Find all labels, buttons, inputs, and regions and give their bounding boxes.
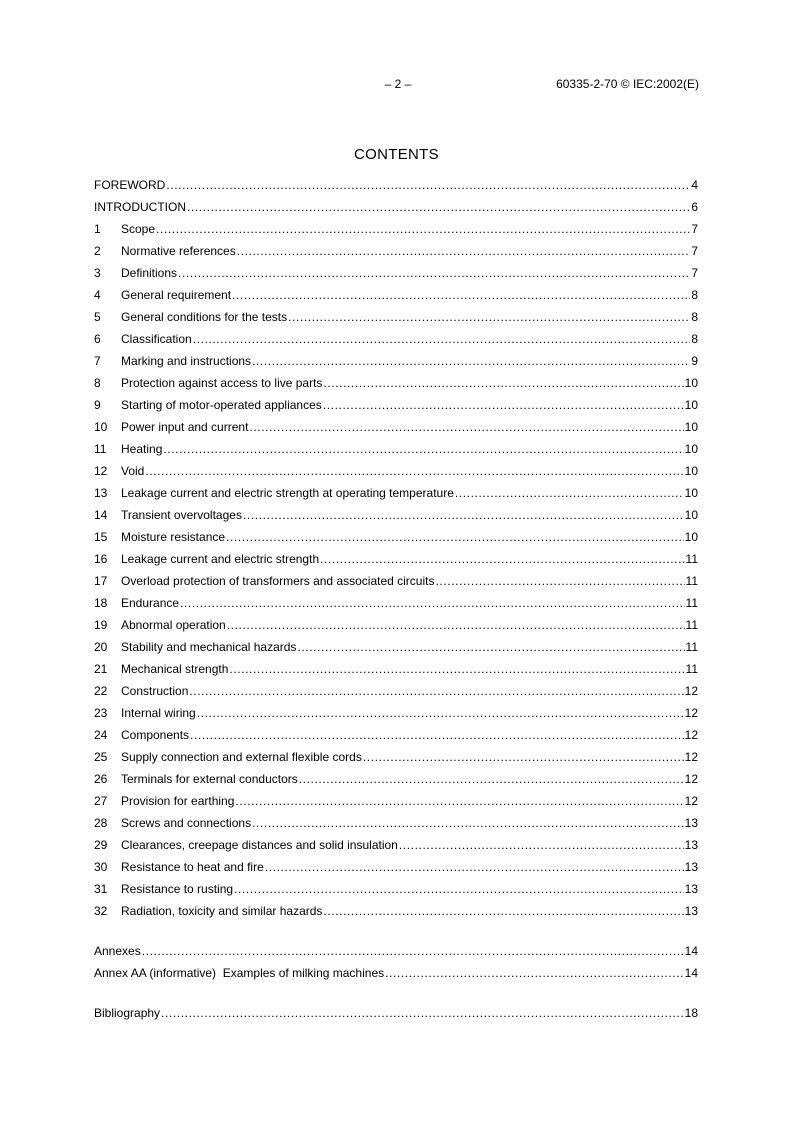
- toc-entry-page: 7: [691, 222, 698, 236]
- toc-entry-number: 18: [94, 596, 108, 610]
- toc-entry-number: 32: [94, 904, 108, 918]
- toc-entry[interactable]: [94, 680, 698, 702]
- toc-entry-page: 11: [685, 552, 698, 566]
- toc-entry[interactable]: [94, 878, 698, 900]
- toc-entry-page: 10: [684, 398, 698, 412]
- toc-entry[interactable]: [94, 372, 698, 394]
- toc-entry-title: Stability and mechanical hazards: [121, 640, 297, 654]
- toc-entry-title: Screws and connections: [121, 816, 252, 830]
- toc-entry-title: Clearances, creepage distances and solid insulation: [121, 838, 398, 852]
- toc-entry-title: Definitions: [121, 266, 178, 280]
- toc-entry[interactable]: [94, 1002, 698, 1024]
- toc-entry[interactable]: [94, 940, 698, 962]
- toc-entry-number: 22: [94, 684, 108, 698]
- toc-entry-title: Overload protection of transformers and associated circuits: [121, 574, 435, 588]
- toc-entry[interactable]: [94, 460, 698, 482]
- toc-entry-page: 7: [691, 244, 698, 258]
- toc-entry-number: 23: [94, 706, 108, 720]
- toc-entry-page: 13: [684, 860, 698, 874]
- document-reference: 60335-2-70 © IEC:2002(E): [556, 77, 699, 91]
- toc-dot-leader: [197, 702, 684, 724]
- toc-entry[interactable]: [94, 394, 698, 416]
- toc-entry-page: 4: [691, 178, 698, 192]
- toc-entry[interactable]: [94, 240, 698, 262]
- toc-entry-title: Resistance to rusting: [121, 882, 234, 896]
- toc-dot-leader: [163, 438, 683, 460]
- toc-entry-page: 13: [684, 882, 698, 896]
- toc-entry[interactable]: [94, 262, 698, 284]
- table-of-contents: [94, 174, 698, 1024]
- toc-entry-title: Mechanical strength: [121, 662, 229, 676]
- toc-dot-leader: [385, 962, 684, 984]
- toc-entry-number: 7: [94, 354, 101, 368]
- toc-entry-number: 25: [94, 750, 108, 764]
- contents-title: CONTENTS: [354, 146, 439, 163]
- toc-dot-leader: [178, 262, 690, 284]
- toc-entry-page: 11: [685, 596, 698, 610]
- toc-entry-title: Scope: [121, 222, 156, 236]
- toc-entry-number: 6: [94, 332, 101, 346]
- toc-dot-leader: [161, 1002, 684, 1024]
- toc-dot-leader: [193, 328, 691, 350]
- toc-entry-page: 6: [691, 200, 698, 214]
- toc-entry-number: 13: [94, 486, 108, 500]
- toc-dot-leader: [232, 284, 690, 306]
- toc-entry-title: Heating: [121, 442, 163, 456]
- toc-entry[interactable]: [94, 636, 698, 658]
- toc-entry-page: 18: [684, 1006, 698, 1020]
- toc-entry-number: 2: [94, 244, 101, 258]
- toc-entry-title: Endurance: [121, 596, 180, 610]
- toc-entry-number: 3: [94, 266, 101, 280]
- toc-entry[interactable]: [94, 962, 698, 984]
- toc-entry-page: 8: [691, 288, 698, 302]
- toc-entry-page: 10: [684, 486, 698, 500]
- toc-entry[interactable]: [94, 570, 698, 592]
- toc-dot-leader: [145, 460, 683, 482]
- toc-entry-page: 11: [685, 640, 698, 654]
- toc-entry-title: General requirement: [121, 288, 232, 302]
- toc-entry-page: 11: [685, 618, 698, 632]
- toc-entry-title: Transient overvoltages: [121, 508, 242, 522]
- toc-entry-page: 13: [684, 838, 698, 852]
- toc-entry-page: 10: [684, 464, 698, 478]
- toc-entry[interactable]: [94, 900, 698, 922]
- toc-entry-title: Leakage current and electric strength at operating temperature: [121, 486, 454, 500]
- toc-dot-leader: [142, 940, 684, 962]
- toc-dot-leader: [226, 526, 684, 548]
- toc-dot-leader: [323, 372, 683, 394]
- toc-entry-title: Annex AA (informative) Examples of milking machines: [94, 966, 385, 980]
- toc-entry-page: 13: [684, 816, 698, 830]
- toc-entry[interactable]: [94, 174, 698, 196]
- toc-dot-leader: [363, 746, 684, 768]
- toc-entry-page: 12: [684, 728, 698, 742]
- toc-entry-title: Annexes: [94, 944, 141, 958]
- toc-entry[interactable]: [94, 614, 698, 636]
- toc-entry-page: 10: [684, 530, 698, 544]
- toc-entry-title: Starting of motor-operated appliances: [121, 398, 322, 412]
- toc-entry-title: INTRODUCTION: [94, 200, 186, 214]
- toc-entry[interactable]: [94, 328, 698, 350]
- toc-entry-number: 19: [94, 618, 108, 632]
- toc-entry-number: 24: [94, 728, 108, 742]
- toc-dot-leader: [299, 768, 684, 790]
- toc-dot-leader: [190, 724, 684, 746]
- toc-entry-title: Terminals for external conductors: [121, 772, 298, 786]
- toc-entry-title: Leakage current and electric strength: [121, 552, 320, 566]
- toc-entry-number: 31: [94, 882, 108, 896]
- toc-entry[interactable]: [94, 504, 698, 526]
- toc-entry-title: Construction: [121, 684, 189, 698]
- toc-dot-leader: [249, 416, 683, 438]
- toc-entry-title: Supply connection and external flexible cords: [121, 750, 362, 764]
- toc-entry-page: 12: [684, 772, 698, 786]
- toc-entry-page: 9: [691, 354, 698, 368]
- toc-entry-title: Classification: [121, 332, 192, 346]
- toc-dot-leader: [320, 548, 684, 570]
- toc-entry-page: 13: [684, 904, 698, 918]
- toc-entry-number: 28: [94, 816, 108, 830]
- toc-dot-leader: [189, 680, 683, 702]
- toc-entry-number: 30: [94, 860, 108, 874]
- toc-entry-title: Components: [121, 728, 190, 742]
- page-number: – 2 –: [384, 77, 412, 91]
- toc-dot-leader: [243, 504, 684, 526]
- toc-entry-title: Normative references: [121, 244, 236, 258]
- toc-entry-number: 16: [94, 552, 108, 566]
- toc-entry-number: 15: [94, 530, 108, 544]
- toc-entry[interactable]: [94, 768, 698, 790]
- toc-entry-number: 20: [94, 640, 108, 654]
- toc-entry-title: Radiation, toxicity and similar hazards: [121, 904, 323, 918]
- toc-entry-number: 27: [94, 794, 108, 808]
- toc-entry[interactable]: [94, 548, 698, 570]
- toc-entry-page: 10: [684, 442, 698, 456]
- toc-entry-page: 12: [684, 794, 698, 808]
- toc-entry[interactable]: [94, 746, 698, 768]
- toc-dot-leader: [180, 592, 684, 614]
- toc-entry-number: 29: [94, 838, 108, 852]
- toc-entry-title: Resistance to heat and fire: [121, 860, 264, 874]
- toc-dot-leader: [227, 614, 685, 636]
- toc-entry-page: 12: [684, 706, 698, 720]
- toc-dot-leader: [166, 174, 690, 196]
- toc-entry[interactable]: [94, 482, 698, 504]
- toc-dot-leader: [229, 658, 684, 680]
- toc-entry[interactable]: [94, 790, 698, 812]
- toc-entry-number: 5: [94, 310, 101, 324]
- toc-dot-leader: [187, 196, 690, 218]
- toc-entry[interactable]: [94, 284, 698, 306]
- toc-dot-leader: [323, 394, 684, 416]
- toc-entry[interactable]: [94, 526, 698, 548]
- toc-entry-number: 1: [94, 222, 101, 236]
- toc-entry-number: 21: [94, 662, 108, 676]
- toc-entry[interactable]: [94, 702, 698, 724]
- toc-entry-page: 12: [684, 684, 698, 698]
- toc-entry-page: 8: [691, 332, 698, 346]
- toc-entry-page: 11: [685, 574, 698, 588]
- toc-entry-page: 14: [684, 944, 698, 958]
- toc-entry-page: 8: [691, 310, 698, 324]
- toc-entry-number: 9: [94, 398, 101, 412]
- toc-dot-leader: [237, 240, 691, 262]
- toc-entry[interactable]: [94, 196, 698, 218]
- toc-entry-number: 17: [94, 574, 108, 588]
- toc-entry-page: 10: [684, 420, 698, 434]
- toc-entry[interactable]: [94, 812, 698, 834]
- toc-entry-page: 11: [685, 662, 698, 676]
- toc-entry-page: 10: [684, 376, 698, 390]
- toc-dot-leader: [435, 570, 684, 592]
- toc-entry[interactable]: [94, 350, 698, 372]
- toc-entry-title: Moisture resistance: [121, 530, 226, 544]
- toc-entry-number: 8: [94, 376, 101, 390]
- toc-entry-title: Bibliography: [94, 1006, 161, 1020]
- toc-entry-number: 26: [94, 772, 108, 786]
- toc-dot-leader: [234, 878, 684, 900]
- toc-entry-title: Power input and current: [121, 420, 249, 434]
- toc-entry-number: 10: [94, 420, 108, 434]
- toc-entry-title: Provision for earthing: [121, 794, 235, 808]
- toc-entry-title: Void: [121, 464, 145, 478]
- toc-entry[interactable]: [94, 592, 698, 614]
- toc-entry-title: Marking and instructions: [121, 354, 252, 368]
- toc-dot-leader: [156, 218, 690, 240]
- toc-entry[interactable]: [94, 306, 698, 328]
- toc-dot-leader: [265, 856, 684, 878]
- toc-entry[interactable]: [94, 856, 698, 878]
- toc-entry-number: 4: [94, 288, 101, 302]
- toc-dot-leader: [252, 812, 684, 834]
- toc-entry-page: 7: [691, 266, 698, 280]
- toc-entry[interactable]: [94, 834, 698, 856]
- toc-entry-page: 12: [684, 750, 698, 764]
- toc-entry[interactable]: [94, 658, 698, 680]
- toc-dot-leader: [399, 834, 684, 856]
- toc-entry-title: Abnormal operation: [121, 618, 226, 632]
- toc-dot-leader: [235, 790, 683, 812]
- toc-entry-title: Internal wiring: [121, 706, 196, 720]
- toc-entry-number: 12: [94, 464, 108, 478]
- toc-entry-number: 14: [94, 508, 108, 522]
- toc-entry[interactable]: [94, 724, 698, 746]
- toc-entry[interactable]: [94, 218, 698, 240]
- toc-entry[interactable]: [94, 416, 698, 438]
- toc-dot-leader: [288, 306, 690, 328]
- toc-entry[interactable]: [94, 438, 698, 460]
- toc-entry-title: FOREWORD: [94, 178, 166, 192]
- toc-entry-title: General conditions for the tests: [121, 310, 288, 324]
- toc-entry-page: 10: [684, 508, 698, 522]
- toc-dot-leader: [252, 350, 690, 372]
- toc-entry-number: 11: [94, 442, 107, 456]
- toc-entry-page: 14: [684, 966, 698, 980]
- toc-dot-leader: [297, 636, 684, 658]
- toc-dot-leader: [323, 900, 683, 922]
- toc-entry-title: Protection against access to live parts: [121, 376, 323, 390]
- toc-dot-leader: [455, 482, 684, 504]
